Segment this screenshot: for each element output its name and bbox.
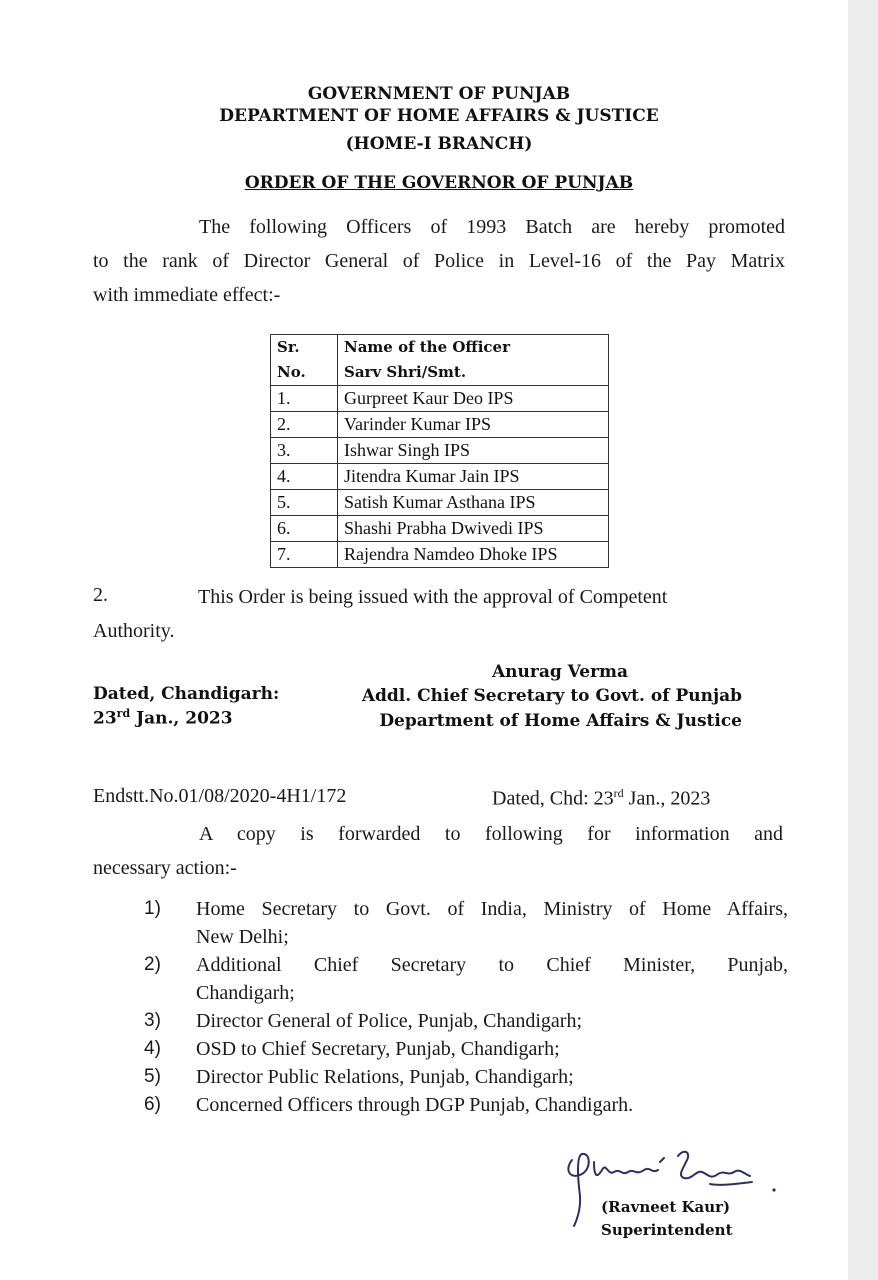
table-row	[271, 412, 609, 438]
list-item	[140, 1091, 788, 1119]
recipient-list	[140, 895, 788, 1119]
sr-cell: 6.	[271, 516, 338, 542]
table-row	[271, 490, 609, 516]
table-row	[271, 516, 609, 542]
intro-line-2: to the rank of Director General of Police in Level-16 of the Pay Matrix	[93, 250, 785, 272]
officer-name-cell: Rajendra Namdeo Dhoke IPS	[338, 542, 609, 568]
copy-line-1: A copy is forwarded to following for information and	[199, 823, 783, 845]
item-text-cont: New Delhi;	[196, 926, 289, 948]
item-text: OSD to Chief Secretary, Punjab, Chandigarh;	[196, 1038, 560, 1060]
sr-cell: 4.	[271, 464, 338, 490]
endorsement-number: Endstt.No.01/08/2020-4H1/172	[93, 785, 347, 807]
officer-name-cell: Ishwar Singh IPS	[338, 438, 609, 464]
list-item	[140, 1063, 788, 1091]
intro-paragraph	[93, 210, 785, 312]
dated-place: Dated, Chandigarh:	[93, 684, 280, 704]
list-item	[140, 1007, 788, 1035]
officers-table	[270, 334, 609, 568]
header-government: GOVERNMENT OF PUNJAB	[307, 84, 571, 104]
table-row	[271, 464, 609, 490]
item-number: 5)	[144, 1066, 161, 1087]
signatory-department: Department of Home Affairs & Justice	[379, 711, 742, 731]
signatory-name: Anurag Verma	[491, 662, 629, 682]
header-department: DEPARTMENT OF HOME AFFAIRS & JUSTICE	[219, 106, 659, 126]
superintendent-title: Superintendent	[601, 1221, 733, 1239]
col-sr-subheader: No.	[271, 360, 338, 386]
officer-name-cell: Jitendra Kumar Jain IPS	[338, 464, 609, 490]
para2-number: 2.	[93, 584, 108, 606]
item-number: 6)	[144, 1094, 161, 1115]
item-text: Director Public Relations, Punjab, Chandigarh;	[196, 1066, 574, 1088]
table-row	[271, 438, 609, 464]
para2-line-1: This Order is being issued with the approval of Competent	[198, 586, 668, 608]
list-item	[140, 1035, 788, 1063]
sr-cell: 7.	[271, 542, 338, 568]
signatory-designation: Addl. Chief Secretary to Govt. of Punjab	[361, 686, 742, 706]
list-item	[140, 895, 788, 951]
item-number: 3)	[144, 1010, 161, 1031]
item-number: 2)	[144, 954, 161, 975]
col-name-header: Name of the Officer	[338, 335, 609, 361]
intro-line-3: with immediate effect:-	[93, 284, 281, 306]
item-text-cont: Chandigarh;	[196, 982, 295, 1004]
item-number: 1)	[144, 898, 161, 919]
sr-cell: 5.	[271, 490, 338, 516]
sr-cell: 1.	[271, 386, 338, 412]
col-sr-header: Sr.	[271, 335, 338, 361]
order-title: ORDER OF THE GOVERNOR OF PUNJAB	[244, 173, 634, 193]
superintendent-name: (Ravneet Kaur)	[601, 1198, 731, 1216]
table-row	[271, 386, 609, 412]
intro-line-1: The following Officers of 1993 Batch are hereby promoted	[199, 216, 785, 238]
item-text: Home Secretary to Govt. of India, Ministry of Home Affairs,	[196, 898, 788, 920]
officer-name-cell: Shashi Prabha Dwivedi IPS	[338, 516, 609, 542]
endorsement-date: Dated, Chd: 23rd Jan., 2023	[492, 786, 711, 810]
sr-cell: 3.	[271, 438, 338, 464]
sr-cell: 2.	[271, 412, 338, 438]
item-text: Additional Chief Secretary to Chief Minister, Punjab,	[196, 954, 788, 976]
list-item	[140, 951, 788, 1007]
page-edge-margin	[848, 0, 878, 1280]
col-name-subheader: Sarv Shri/Smt.	[338, 360, 609, 386]
para2-line-2: Authority.	[93, 620, 175, 642]
item-text: Director General of Police, Punjab, Chandigarh;	[196, 1010, 582, 1032]
copy-line-2: necessary action:-	[93, 857, 237, 879]
item-number: 4)	[144, 1038, 161, 1059]
table-row	[271, 542, 609, 568]
officer-name-cell: Gurpreet Kaur Deo IPS	[338, 386, 609, 412]
copy-paragraph	[93, 817, 783, 885]
dated-date: 23rd Jan., 2023	[93, 707, 233, 729]
officer-name-cell: Satish Kumar Asthana IPS	[338, 490, 609, 516]
table-header-row	[271, 335, 609, 361]
officer-name-cell: Varinder Kumar IPS	[338, 412, 609, 438]
table-header-row	[271, 360, 609, 386]
header-branch: (HOME-I BRANCH)	[345, 134, 533, 154]
item-text: Concerned Officers through DGP Punjab, Chandigarh.	[196, 1094, 634, 1116]
handwritten-signature	[560, 1140, 790, 1230]
